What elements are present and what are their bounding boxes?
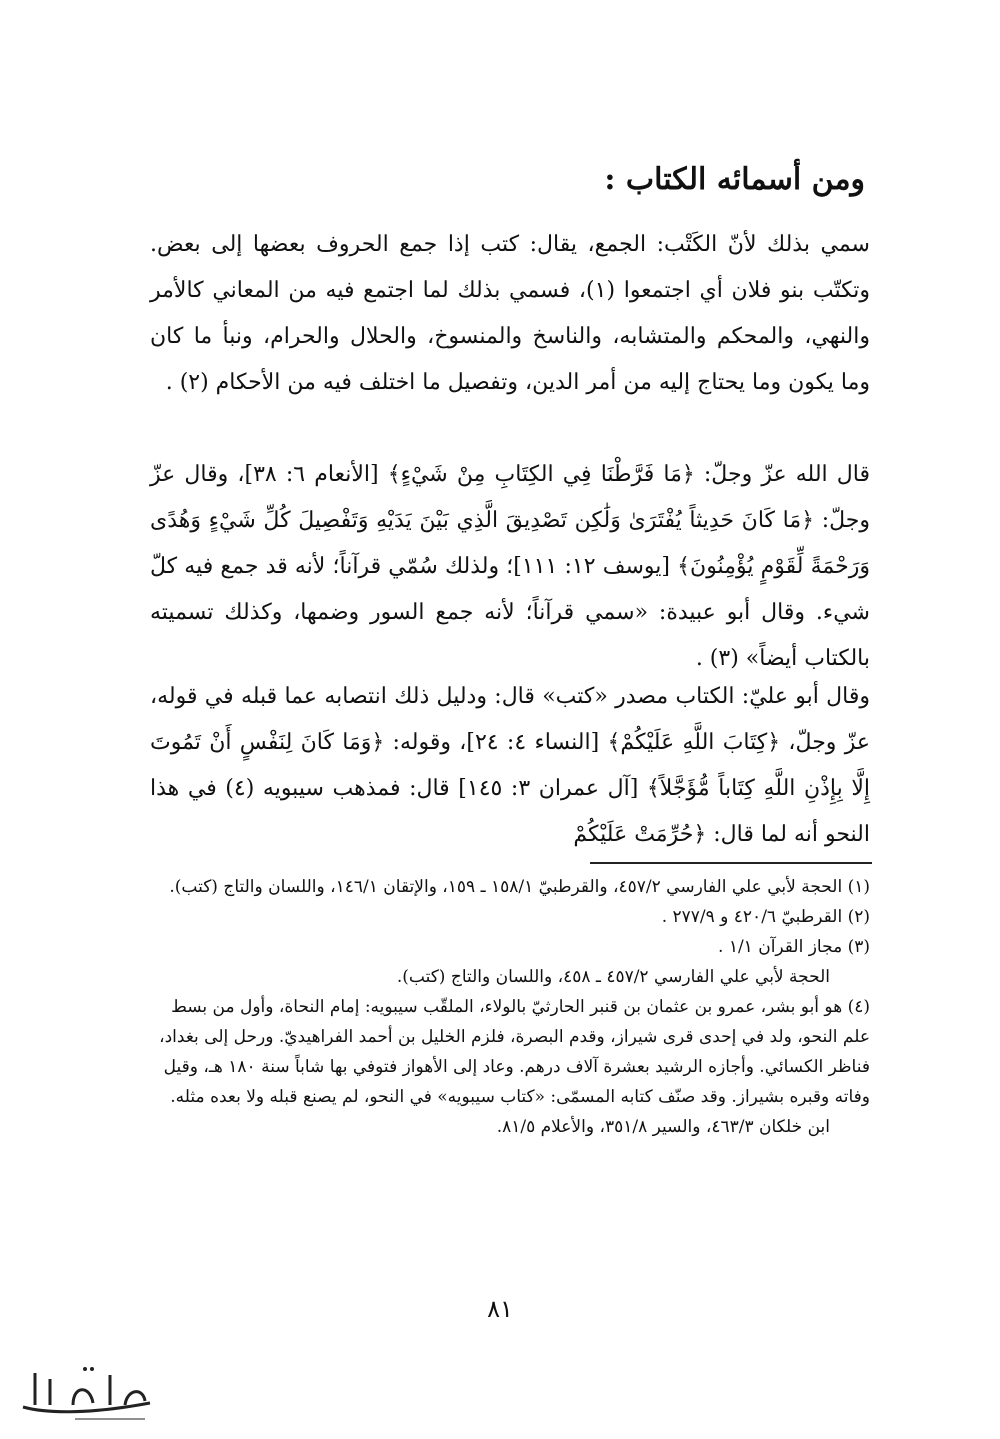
paragraph-1 bbox=[150, 222, 870, 406]
paragraph-3 bbox=[150, 674, 870, 858]
footnote-2: (٢) القرطبيّ ٤٢٠/٦ و ٢٧٧/٩ . bbox=[661, 907, 870, 927]
footnote-4-sources: ابن خلكان ٤٦٣/٣، والسير ٣٥١/٨، والأعلام ٨١/٥. bbox=[496, 1117, 830, 1137]
footnote-3: (٣) مجاز القرآن ١/١ . bbox=[718, 937, 870, 957]
calligraphy-stamp-logo bbox=[15, 1355, 160, 1425]
footnote-3-continuation: الحجة لأبي علي الفارسي ٤٥٧/٢ ـ ٤٥٨، واللسان والتاج (كتب). bbox=[396, 967, 830, 987]
footnote-1: (١) الحجة لأبي علي الفارسي ٤٥٧/٢، والقرطبيّ ١٥٨/١ ـ ١٥٩، والإتقان ١٤٦/١، واللسان والتاج (كتب). bbox=[169, 877, 870, 897]
footnote-4: (٤) هو أبو بشر، عمرو بن عثمان بن قنبر الحارثيّ بالولاء، الملقّب سيبويه: إمام النحاة، وأول من بسط علم النحو، ولد في إحدى قرى شيراز، وقدم البصرة، فلزم الخليل بن أحمد الفراهيديّ. ورحل إلى بغداد، فناظر الكسائي. وأجازه الرشيد بعشرة آلاف درهم. وعاد إلى الأهواز فتوفي بها شاباً سنة ١٨٠ هـ، وقيل وفاته وقبره بشيراز. وقد صنّف كتابه المسمّى: «كتاب سيبويه» في النحو، لم يصنع قبله ولا بعده مثله. bbox=[159, 997, 870, 1107]
page-number: ٨١ bbox=[487, 1295, 513, 1323]
footnote-separator bbox=[590, 862, 872, 864]
footnotes bbox=[150, 872, 870, 1142]
paragraph-2 bbox=[150, 452, 870, 682]
paragraph-text: وقال أبو عليّ: الكتاب مصدر «كتب» قال: ودليل ذلك انتصابه عما قبله في قوله، عزّ وجلّ، ﴿كِتَابَ اللَّهِ عَلَيْكُمْ﴾ [النساء ٤: ٢٤]، وقوله: ﴿وَمَا كَانَ لِنَفْسٍ أَنْ تَمُوتَ إِلَّا بِإِذْنِ اللَّهِ كِتَاباً مُّؤَجَّلاً﴾ [آل عمران ٣: ١٤٥] قال: فمذهب سيبويه (٤) في هذا النحو أنه لما قال: ﴿حُرِّمَتْ عَلَيْكُمْ bbox=[150, 684, 871, 847]
paragraph-text: سمي بذلك لأنّ الكَتْب: الجمع، يقال: كتب إذا جمع الحروف بعضها إلى بعض. وتكتّب بنو فلان أي اجتمعوا (١)، فسمي بذلك لما اجتمع فيه من المعاني كالأمر والنهي، والمحكم والمتشابه، والناسخ والمنسوخ، والحلال والحرام، ونبأ ما كان وما يكون وما يحتاج إليه من أمر الدين، وتفصيل ما اختلف فيه من الأحكام (٢) . bbox=[150, 232, 870, 395]
section-heading: ومن أسمائه الكتاب : bbox=[604, 162, 865, 197]
paragraph-text: قال الله عزّ وجلّ: ﴿مَا فَرَّطْنَا فِي الكِتَابِ مِنْ شَيْءٍ﴾ [الأنعام ٦: ٣٨]، وقال عزّ وجلّ: ﴿مَا كَانَ حَدِيثاً يُفْتَرَىٰ وَلَٰكِن تَصْدِيقَ الَّذِي بَيْنَ يَدَيْهِ وَتَفْصِيلَ كُلِّ شَيْءٍ وَهُدًى وَرَحْمَةً لِّقَوْمٍ يُؤْمِنُونَ﴾ [يوسف ١٢: ١١١]؛ ولذلك سُمّي قرآناً؛ لأنه قد جمع فيه كلّ شيء. وقال أبو عبيدة: «سمي قرآناً؛ لأنه جمع السور وضمها، وكذلك تسميته بالكتاب أيضاً» (٣) . bbox=[150, 462, 871, 671]
